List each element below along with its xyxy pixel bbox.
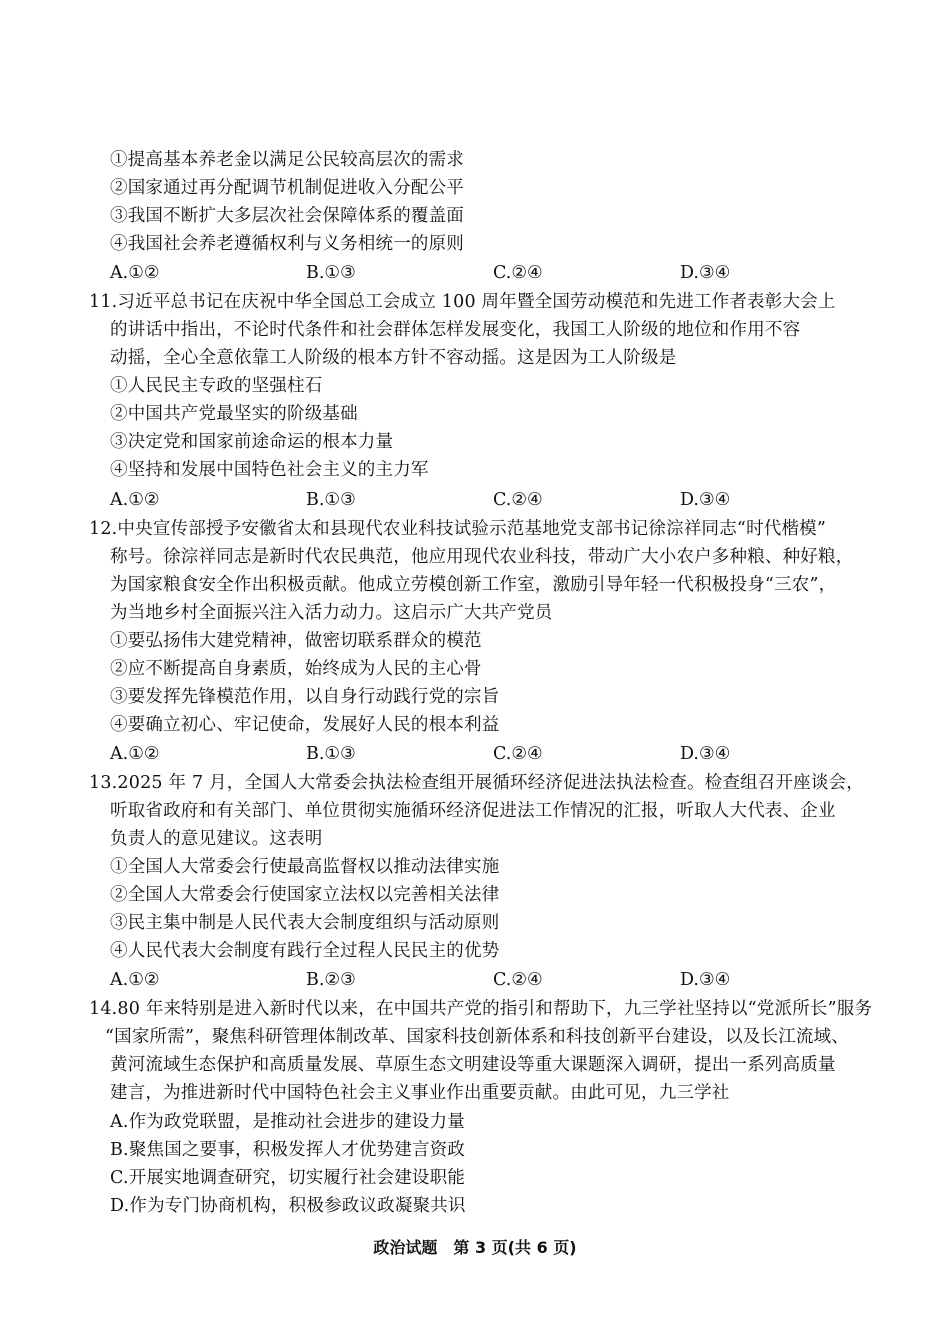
q13-options [110,966,850,994]
q12-item-2: ②应不断提高自身素质，始终成为人民的主心骨 [110,659,482,679]
q10-item-4: ④我国社会养老遵循权利与义务相统一的原则 [110,234,464,254]
q10-options [110,259,850,287]
q13-item-1: ①全国人大常委会行使最高监督权以推动法律实施 [110,857,500,877]
q13-item-4: ④人民代表大会制度有践行全过程人民民主的优势 [110,941,500,961]
q14-stem-3: 黄河流域生态保护和高质量发展、草原生态文明建设等重大课题深入调研，提出一系列高质量 [110,1055,836,1075]
q10-option-d: D.③④ [680,263,731,283]
q12-item-4: ④要确立初心、牢记使命，发展好人民的根本利益 [110,715,500,735]
q14-stem-2: “国家所需”，聚焦科研管理体制改革、国家科技创新体系和科技创新平台建设，以及长江流域、 [105,1027,849,1047]
q13-stem-3: 负责人的意见建议。这表明 [110,829,323,849]
q11-item-2: ②中国共产党最坚实的阶级基础 [110,404,358,424]
q13-option-b: B.②③ [306,970,356,990]
q10-item-2: ②国家通过再分配调节机制促进收入分配公平 [110,178,464,198]
q11-option-b: B.①③ [306,490,356,510]
q14-choice-d: D.作为专门协商机构，积极参政议政凝聚共识 [110,1196,466,1216]
q14-choice-a: A.作为政党联盟，是推动社会进步的建设力量 [110,1112,465,1132]
q12-stem-3: 为国家粮食安全作出积极贡献。他成立劳模创新工作室，激励引导年轻一代积极投身“三农”， [110,575,837,595]
q10-option-a: A.①② [110,263,160,283]
q11-stem-2: 的讲话中指出，不论时代条件和社会群体怎样发展变化，我国工人阶级的地位和作用不容 [110,320,801,340]
q12-option-d: D.③④ [680,744,731,764]
q12-stem-2: 称号。徐淙祥同志是新时代农民典范，他应用现代农业科技，带动广大小农户多种粮、种好粮， [110,547,854,567]
q14-stem-4: 建言，为推进新时代中国特色社会主义事业作出重要贡献。由此可见，九三学社 [110,1083,730,1103]
q10-option-b: B.①③ [306,263,356,283]
q11-item-4: ④坚持和发展中国特色社会主义的主力军 [110,460,429,480]
q11-stem-1: 11.习近平总书记在庆祝中华全国总工会成立 100 周年暨全国劳动模范和先进工作者表彰大会上 [89,292,836,312]
q12-item-1: ①要弘扬伟大建党精神，做密切联系群众的模范 [110,631,482,651]
q13-option-c: C.②④ [493,970,543,990]
q14-choice-b: B.聚焦国之要事，积极发挥人才优势建言资政 [110,1140,466,1160]
q10-item-1: ①提高基本养老金以满足公民较高层次的需求 [110,150,464,170]
page-footer: 政治试题 第 3 页(共 6 页) [373,1238,577,1257]
q11-item-3: ③决定党和国家前途命运的根本力量 [110,432,394,452]
q13-option-a: A.①② [110,970,160,990]
q13-stem-2: 听取省政府和有关部门、单位贯彻实施循环经济促进法工作情况的汇报，听取人大代表、企业 [110,801,836,821]
q12-option-a: A.①② [110,744,160,764]
q10-option-c: C.②④ [493,263,543,283]
q10-item-3: ③我国不断扩大多层次社会保障体系的覆盖面 [110,206,464,226]
q12-option-b: B.①③ [306,744,356,764]
q11-item-1: ①人民民主专政的坚强柱石 [110,376,323,396]
q13-option-d: D.③④ [680,970,731,990]
q11-option-c: C.②④ [493,490,543,510]
q11-options [110,486,850,514]
q12-stem-4: 为当地乡村全面振兴注入活力动力。这启示广大共产党员 [110,603,553,623]
q12-stem-1: 12.中央宣传部授予安徽省太和县现代农业科技试验示范基地党支部书记徐淙祥同志“时代楷模” [89,519,827,539]
q13-item-2: ②全国人大常委会行使国家立法权以完善相关法律 [110,885,500,905]
q11-stem-3: 动摇，全心全意依靠工人阶级的根本方针不容动摇。这是因为工人阶级是 [110,348,677,368]
q11-option-d: D.③④ [680,490,731,510]
q12-item-3: ③要发挥先锋模范作用，以自身行动践行党的宗旨 [110,687,500,707]
q12-option-c: C.②④ [493,744,543,764]
q12-options [110,740,850,768]
q14-stem-1: 14.80 年来特别是进入新时代以来，在中国共产党的指引和帮助下，九三学社坚持以“党派所长”服务 [89,999,873,1019]
q13-item-3: ③民主集中制是人民代表大会制度组织与活动原则 [110,913,500,933]
q13-stem-1: 13.2025 年 7 月，全国人大常委会执法检查组开展循环经济促进法执法检查。检查组召开座谈会， [89,773,864,793]
q11-option-a: A.①② [110,490,160,510]
q14-choice-c: C.开展实地调查研究，切实履行社会建设职能 [110,1168,466,1188]
